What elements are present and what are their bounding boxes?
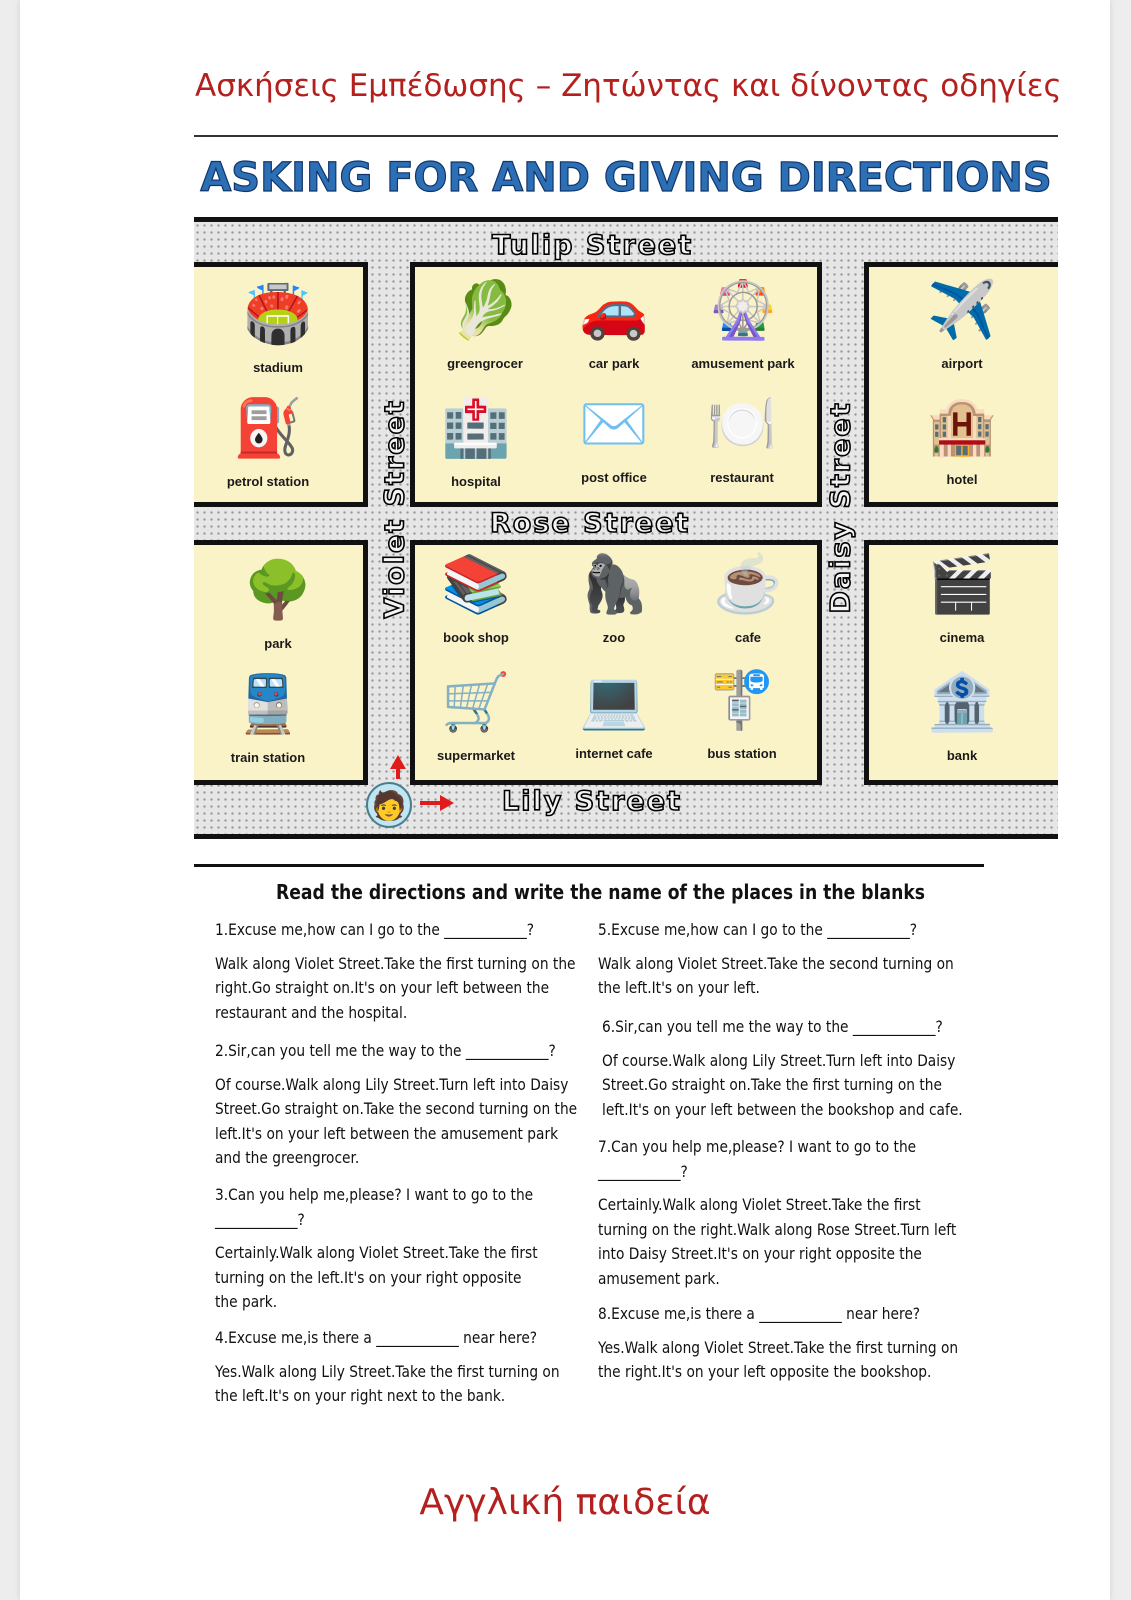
bus-stop-icon: 🚏 bbox=[707, 668, 777, 731]
place-label: park bbox=[264, 636, 292, 651]
title-divider bbox=[194, 135, 1058, 137]
place-supermarket bbox=[420, 658, 532, 763]
place-label: car park bbox=[588, 356, 640, 371]
place-label: cinema bbox=[939, 630, 985, 645]
street-map bbox=[194, 217, 1058, 839]
street-violet: Violet Street bbox=[379, 399, 411, 619]
place-petrol-station bbox=[212, 384, 324, 489]
place-restaurant bbox=[686, 380, 798, 485]
hospital-icon: 🏥 bbox=[441, 396, 511, 459]
place-label: restaurant bbox=[710, 470, 774, 485]
place-label: airport bbox=[941, 356, 983, 371]
place-cafe bbox=[692, 540, 804, 645]
ferris-wheel-icon: 🎡 bbox=[708, 278, 778, 341]
tree-icon: 🌳 bbox=[243, 558, 313, 621]
answer-text: Certainly.Walk along Violet Street.Take the first turning on the left.It's on your right opposite the park. bbox=[215, 1243, 538, 1311]
place-label: zoo bbox=[602, 630, 626, 645]
place-stadium bbox=[222, 270, 334, 375]
place-label: train station bbox=[230, 750, 306, 765]
place-bank bbox=[906, 658, 1018, 763]
worksheet-page bbox=[20, 0, 1110, 1600]
place-label: bus station bbox=[707, 746, 777, 761]
airplane-icon: ✈️ bbox=[927, 278, 997, 341]
question-text: 4.Excuse me,is there a ____________ near here? bbox=[215, 1328, 538, 1347]
gorilla-icon: 🦍 bbox=[579, 552, 649, 615]
exercise-item-2 bbox=[215, 1039, 585, 1171]
place-bus-station bbox=[686, 656, 798, 761]
place-greengrocer bbox=[420, 266, 550, 371]
stadium-icon: 🏟️ bbox=[243, 282, 313, 345]
question-text: 1.Excuse me,how can I go to the ____________? bbox=[215, 920, 535, 939]
exercise-divider bbox=[194, 864, 984, 867]
place-label: supermarket bbox=[436, 748, 516, 763]
question-text: 5.Excuse me,how can I go to the ____________? bbox=[598, 920, 918, 939]
arrow-right-shaft bbox=[420, 801, 442, 805]
answer-text: Certainly.Walk along Violet Street.Take the first turning on the right.Walk along Rose Street.Turn left into Daisy Street.It's on your right opposite the amusement park. bbox=[598, 1195, 957, 1288]
answer-text: Of course.Walk along Lily Street.Turn left into Daisy Street.Go straight on.Take the second turning on the left.It's on your left between the amusement park and the greengrocer. bbox=[215, 1074, 578, 1167]
street-daisy: Daisy Street bbox=[825, 401, 857, 614]
answer-text: Yes.Walk along Violet Street.Take the first turning on the right.It's on your left opposite the bookshop. bbox=[598, 1337, 959, 1381]
street-lily: Lily Street bbox=[502, 786, 682, 817]
answer-text: Walk along Violet Street.Take the first turning on the right.Go straight on.It's on your left between the restaurant and the hospital. bbox=[215, 953, 576, 1022]
place-label: post office bbox=[581, 470, 647, 485]
place-cinema bbox=[906, 540, 1018, 645]
car-icon: 🚗 bbox=[579, 278, 649, 341]
place-label: amusement park bbox=[691, 356, 795, 371]
person-icon: 🧑 bbox=[366, 782, 412, 828]
place-hotel bbox=[906, 382, 1018, 487]
place-label: bank bbox=[946, 748, 978, 763]
place-label: hotel bbox=[946, 472, 978, 487]
footer-title: Αγγλική παιδεία bbox=[419, 1482, 711, 1523]
place-label: stadium bbox=[253, 360, 303, 375]
exercise-item-4 bbox=[215, 1326, 585, 1409]
banner-title: ASKING FOR AND GIVING DIRECTIONS bbox=[200, 155, 1052, 201]
envelope-icon: ✉️ bbox=[579, 392, 649, 455]
place-amusement-park bbox=[678, 266, 808, 371]
place-label: petrol station bbox=[226, 474, 310, 489]
bank-icon: 🏦 bbox=[927, 670, 997, 733]
books-icon: 📚 bbox=[441, 552, 511, 615]
greek-title: Ασκήσεις Εμπέδωσης – Ζητώντας και δίνοντας οδηγίες bbox=[195, 68, 1062, 104]
place-label: book shop bbox=[443, 630, 509, 645]
answer-text: Walk along Violet Street.Take the second turning on the left.It's on your left. bbox=[598, 953, 954, 997]
shopping-cart-icon: 🛒 bbox=[441, 670, 511, 733]
question-text: 7.Can you help me,please? I want to go to the ____________? bbox=[598, 1137, 917, 1181]
place-label: cafe bbox=[734, 630, 762, 645]
exercise-item-7 bbox=[598, 1135, 968, 1291]
place-hospital bbox=[420, 384, 532, 489]
computer-icon: 💻 bbox=[579, 668, 649, 731]
greengrocer-icon: 🥬 bbox=[450, 278, 520, 341]
question-text: 3.Can you help me,please? I want to go to the ____________? bbox=[215, 1185, 534, 1229]
exercise-item-1 bbox=[215, 918, 585, 1025]
place-post-office bbox=[558, 380, 670, 485]
place-label: greengrocer bbox=[447, 356, 523, 371]
question-text: 8.Excuse me,is there a ____________ near here? bbox=[598, 1304, 921, 1323]
coffee-icon: ☕ bbox=[713, 552, 783, 615]
arrow-right-icon bbox=[440, 795, 454, 811]
place-car-park bbox=[558, 266, 670, 371]
place-train-station bbox=[212, 660, 324, 765]
train-icon: 🚆 bbox=[233, 672, 303, 735]
arrow-up-shaft bbox=[396, 767, 400, 779]
question-text: 2.Sir,can you tell me the way to the ____________? bbox=[215, 1041, 556, 1060]
place-zoo bbox=[558, 540, 670, 645]
place-park bbox=[222, 546, 334, 651]
exercise-item-5 bbox=[598, 918, 968, 1001]
answer-text: Yes.Walk along Lily Street.Take the first turning on the left.It's on your right next to the bank. bbox=[215, 1361, 560, 1405]
exercise-item-6 bbox=[602, 1015, 972, 1122]
street-rose: Rose Street bbox=[490, 508, 691, 539]
place-internet-cafe bbox=[558, 656, 670, 761]
hotel-icon: 🏨 bbox=[927, 394, 997, 457]
answer-text: Of course.Walk along Lily Street.Turn left into Daisy Street.Go straight on.Take the first turning on the left.It's on your left between the bookshop and cafe. bbox=[602, 1050, 963, 1119]
place-label: hospital bbox=[451, 474, 501, 489]
place-book-shop bbox=[420, 540, 532, 645]
petrol-pump-icon: ⛽ bbox=[233, 396, 303, 459]
restaurant-icon: 🍽️ bbox=[707, 392, 777, 455]
exercise-item-8 bbox=[598, 1302, 968, 1385]
exercise-item-3 bbox=[215, 1183, 542, 1315]
clapperboard-icon: 🎬 bbox=[927, 552, 997, 615]
exercise-title: Read the directions and write the name of the places in the blanks bbox=[276, 880, 926, 904]
place-airport bbox=[906, 266, 1018, 371]
street-tulip: Tulip Street bbox=[492, 230, 694, 261]
place-label: internet cafe bbox=[575, 746, 653, 761]
question-text: 6.Sir,can you tell me the way to the ____________? bbox=[602, 1017, 943, 1036]
